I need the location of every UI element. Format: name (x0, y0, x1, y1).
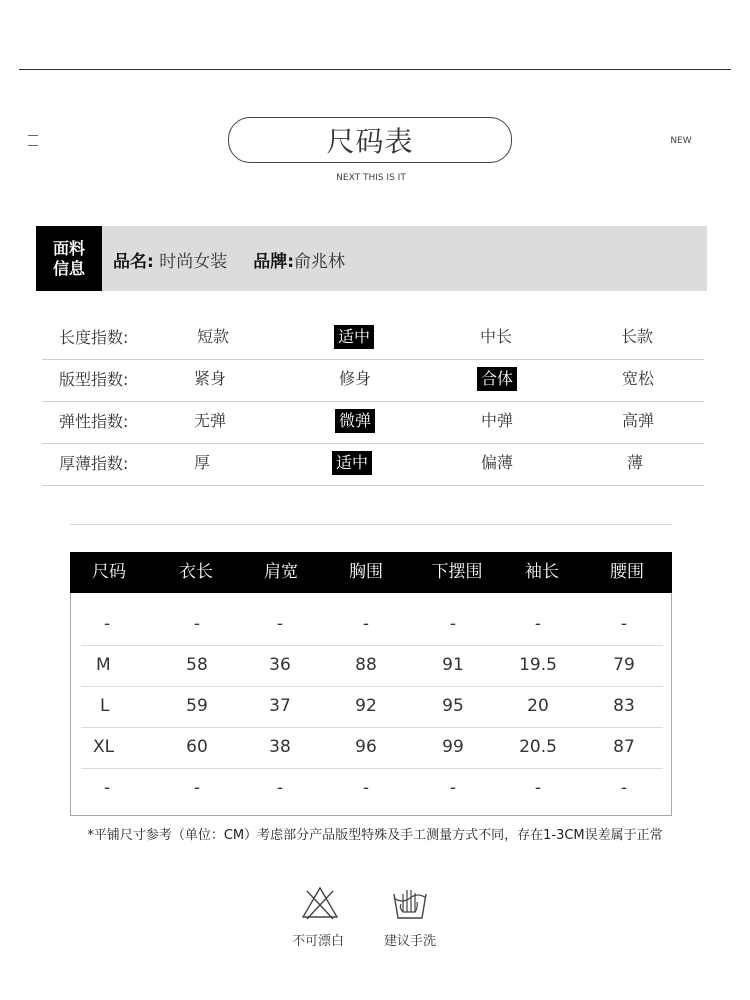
new-label: NEW (670, 136, 692, 146)
table-row (81, 768, 663, 809)
no-bleach-icon (300, 884, 340, 922)
index-option: 宽松 (621, 369, 655, 388)
table-cell: - (193, 614, 201, 634)
table-cell: - (620, 614, 628, 634)
table-cell: 20.5 (519, 737, 557, 757)
index-row-length (42, 317, 704, 360)
brand-value: 俞兆林 (294, 252, 346, 272)
menu-icon (28, 135, 38, 147)
table-cell: 38 (269, 737, 291, 757)
table-cell: 95 (442, 696, 464, 716)
table-cell: 37 (269, 696, 291, 716)
size-table (70, 552, 672, 816)
index-label: 厚薄指数: (59, 454, 129, 473)
index-option: 偏薄 (480, 453, 514, 472)
table-cell: - (276, 778, 284, 798)
table-cell: - (193, 778, 201, 798)
hand-wash-icon (390, 884, 430, 922)
index-option-selected: 适中 (332, 451, 372, 475)
table-cell: 99 (442, 737, 464, 757)
product-name-value: 时尚女装 (153, 252, 228, 272)
fabric-info-tag-line1: 面料 (52, 238, 85, 258)
table-cell: 60 (186, 737, 208, 757)
size-cell: L (100, 696, 110, 716)
table-cell: 83 (613, 696, 635, 716)
index-option: 厚 (193, 453, 211, 472)
header-cell: 腰围 (610, 562, 644, 582)
header-cell: 尺码 (92, 562, 126, 582)
header-cell: 衣长 (179, 562, 213, 582)
table-row (81, 686, 663, 728)
table-cell: 91 (442, 655, 464, 675)
header-cell: 胸围 (349, 562, 383, 582)
measurement-footnote: *平铺尺寸参考（单位：CM）考虑部分产品版型特殊及手工测量方式不同，存在1-3CM误差属于正常 (87, 828, 663, 843)
size-cell: M (96, 655, 111, 675)
product-name-label: 品名: (113, 252, 154, 272)
index-option: 短款 (196, 327, 230, 346)
fabric-info-text (113, 247, 345, 272)
index-option-selected: 适中 (334, 325, 374, 349)
brand-label: 品牌: (253, 252, 295, 272)
hand-wash-label: 建议手洗 (383, 934, 436, 949)
index-row-elasticity (42, 401, 704, 444)
table-cell: 20 (527, 696, 549, 716)
table-cell: 36 (269, 655, 291, 675)
index-option: 薄 (626, 453, 644, 472)
table-cell: - (449, 778, 457, 798)
size-cell: XL (93, 737, 115, 757)
top-divider (19, 69, 731, 70)
table-cell: - (362, 614, 370, 634)
table-cell: - (276, 614, 284, 634)
index-option: 紧身 (193, 369, 227, 388)
table-row (81, 727, 663, 769)
fabric-info-tag (36, 226, 102, 291)
size-cell: - (104, 614, 111, 634)
no-bleach-label: 不可漂白 (291, 934, 344, 949)
header-cell: 肩宽 (264, 562, 298, 582)
index-option-selected: 微弹 (335, 409, 375, 433)
table-cell: - (620, 778, 628, 798)
table-cell: - (449, 614, 457, 634)
header-cell: 下摆围 (431, 562, 483, 582)
header-cell: 袖长 (525, 562, 559, 582)
size-cell: - (104, 778, 111, 798)
table-cell: - (534, 614, 542, 634)
table-cell: - (534, 778, 542, 798)
table-cell: 58 (186, 655, 208, 675)
index-option: 中弹 (480, 411, 514, 430)
index-option-selected: 合体 (477, 367, 517, 391)
table-cell: 96 (355, 737, 377, 757)
table-header (70, 552, 672, 593)
index-row-thickness (42, 443, 704, 486)
index-option: 高弹 (621, 411, 655, 430)
table-cell: 87 (613, 737, 635, 757)
index-row-fit (42, 359, 704, 402)
index-label: 版型指数: (59, 370, 129, 389)
table-row (81, 645, 663, 687)
table-row (81, 604, 663, 646)
index-label: 长度指数: (59, 328, 129, 347)
page-subtitle: NEXT THIS IS IT (336, 173, 406, 183)
page-title: 尺码表 (228, 117, 512, 163)
index-option: 中长 (479, 327, 513, 346)
index-option: 修身 (338, 369, 372, 388)
table-cell: - (362, 778, 370, 798)
table-cell: 79 (613, 655, 635, 675)
index-option: 无弹 (193, 411, 227, 430)
table-cell: 88 (355, 655, 377, 675)
table-divider (70, 524, 672, 525)
index-label: 弹性指数: (59, 412, 129, 431)
table-cell: 19.5 (519, 655, 557, 675)
table-cell: 59 (186, 696, 208, 716)
table-cell: 92 (355, 696, 377, 716)
fabric-info-tag-line2: 信息 (52, 258, 85, 278)
index-option: 长款 (620, 327, 654, 346)
